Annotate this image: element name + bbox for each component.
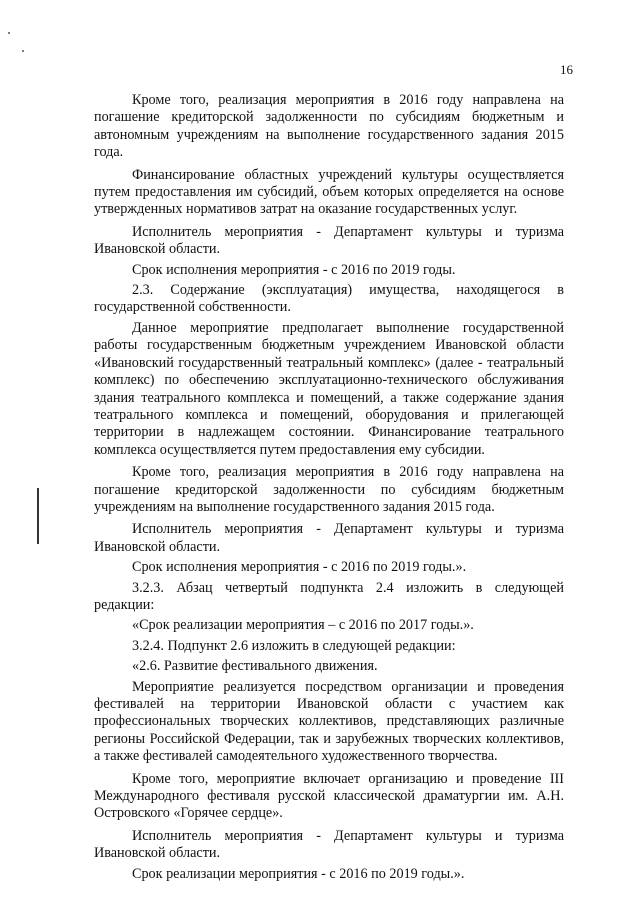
paragraph: 2.3. Содержание (эксплуатация) имущества, находящегося в государственной собственности.	[94, 282, 564, 316]
paragraph: Исполнитель мероприятия - Департамент культуры и туризма Ивановской области.	[94, 223, 564, 258]
paragraph: Финансирование областных учреждений культуры осуществляется путем предоставления им субсидий, объем которых определяется на основе утвержденных нормативов затрат на оказание государственных услуг.	[94, 166, 564, 218]
paragraph: Кроме того, мероприятие включает организацию и проведение III Международного фестиваля русской классической драматургии им. А.Н. Островского «Горячее сердце».	[94, 770, 564, 822]
paragraph: «Срок реализации мероприятия – с 2016 по 2017 годы.».	[132, 617, 474, 634]
paragraph: Кроме того, реализация мероприятия в 2016 году направлена на погашение кредиторской задолженности по субсидиям бюджетным и автономным учреждениям на выполнение государственного задания 2015 года.	[94, 92, 564, 161]
paragraph: Срок исполнения мероприятия - с 2016 по 2019 годы.	[132, 261, 456, 278]
page-number: 16	[560, 62, 573, 77]
document-body	[94, 92, 564, 886]
paragraph: Исполнитель мероприятия - Департамент культуры и туризма Ивановской области.	[94, 521, 564, 555]
paragraph: Срок исполнения мероприятия - с 2016 по 2019 годы.».	[132, 559, 467, 576]
paragraph: Срок реализации мероприятия - с 2016 по 2019 годы.».	[132, 865, 465, 882]
paragraph: 3.2.4. Подпункт 2.6 изложить в следующей редакции:	[132, 637, 456, 654]
scan-speck	[8, 32, 10, 34]
paragraph: «2.6. Развитие фестивального движения.	[132, 658, 378, 675]
margin-mark	[37, 488, 39, 544]
paragraph: Мероприятие реализуется посредством организации и проведения фестивалей на территории Ивановской области с участием как профессиональных творческих коллективов, представляющих различные регионы Российской Федерации, так и зарубежных творческих коллективов, а также фестивалей самодеятельного художественного творчества.	[94, 678, 564, 765]
scan-speck	[22, 50, 24, 52]
paragraph: 3.2.3. Абзац четвертый подпункта 2.4 изложить в следующей редакции:	[94, 579, 564, 613]
paragraph: Кроме того, реализация мероприятия в 2016 году направлена на погашение кредиторской задолженности по субсидиям бюджетным учреждениям на выполнение государственного задания 2015 года.	[94, 464, 564, 515]
paragraph: Данное мероприятие предполагает выполнение государственной работы государственным бюджетным учреждением Ивановской области «Ивановский государственный театральный комплекс» (далее - театральный комплекс) по обеспечению эксплуатационно-технического обслуживания здания театрального комплекса и помещений, а также содержание здания театрального комплекса и помещений, оборудования и прилегающей территории в надлежащем состоянии. Финансирование театрального комплекса осуществляется путем предоставления ему субсидии.	[94, 319, 564, 458]
paragraph: Исполнитель мероприятия - Департамент культуры и туризма Ивановской области.	[94, 827, 564, 862]
